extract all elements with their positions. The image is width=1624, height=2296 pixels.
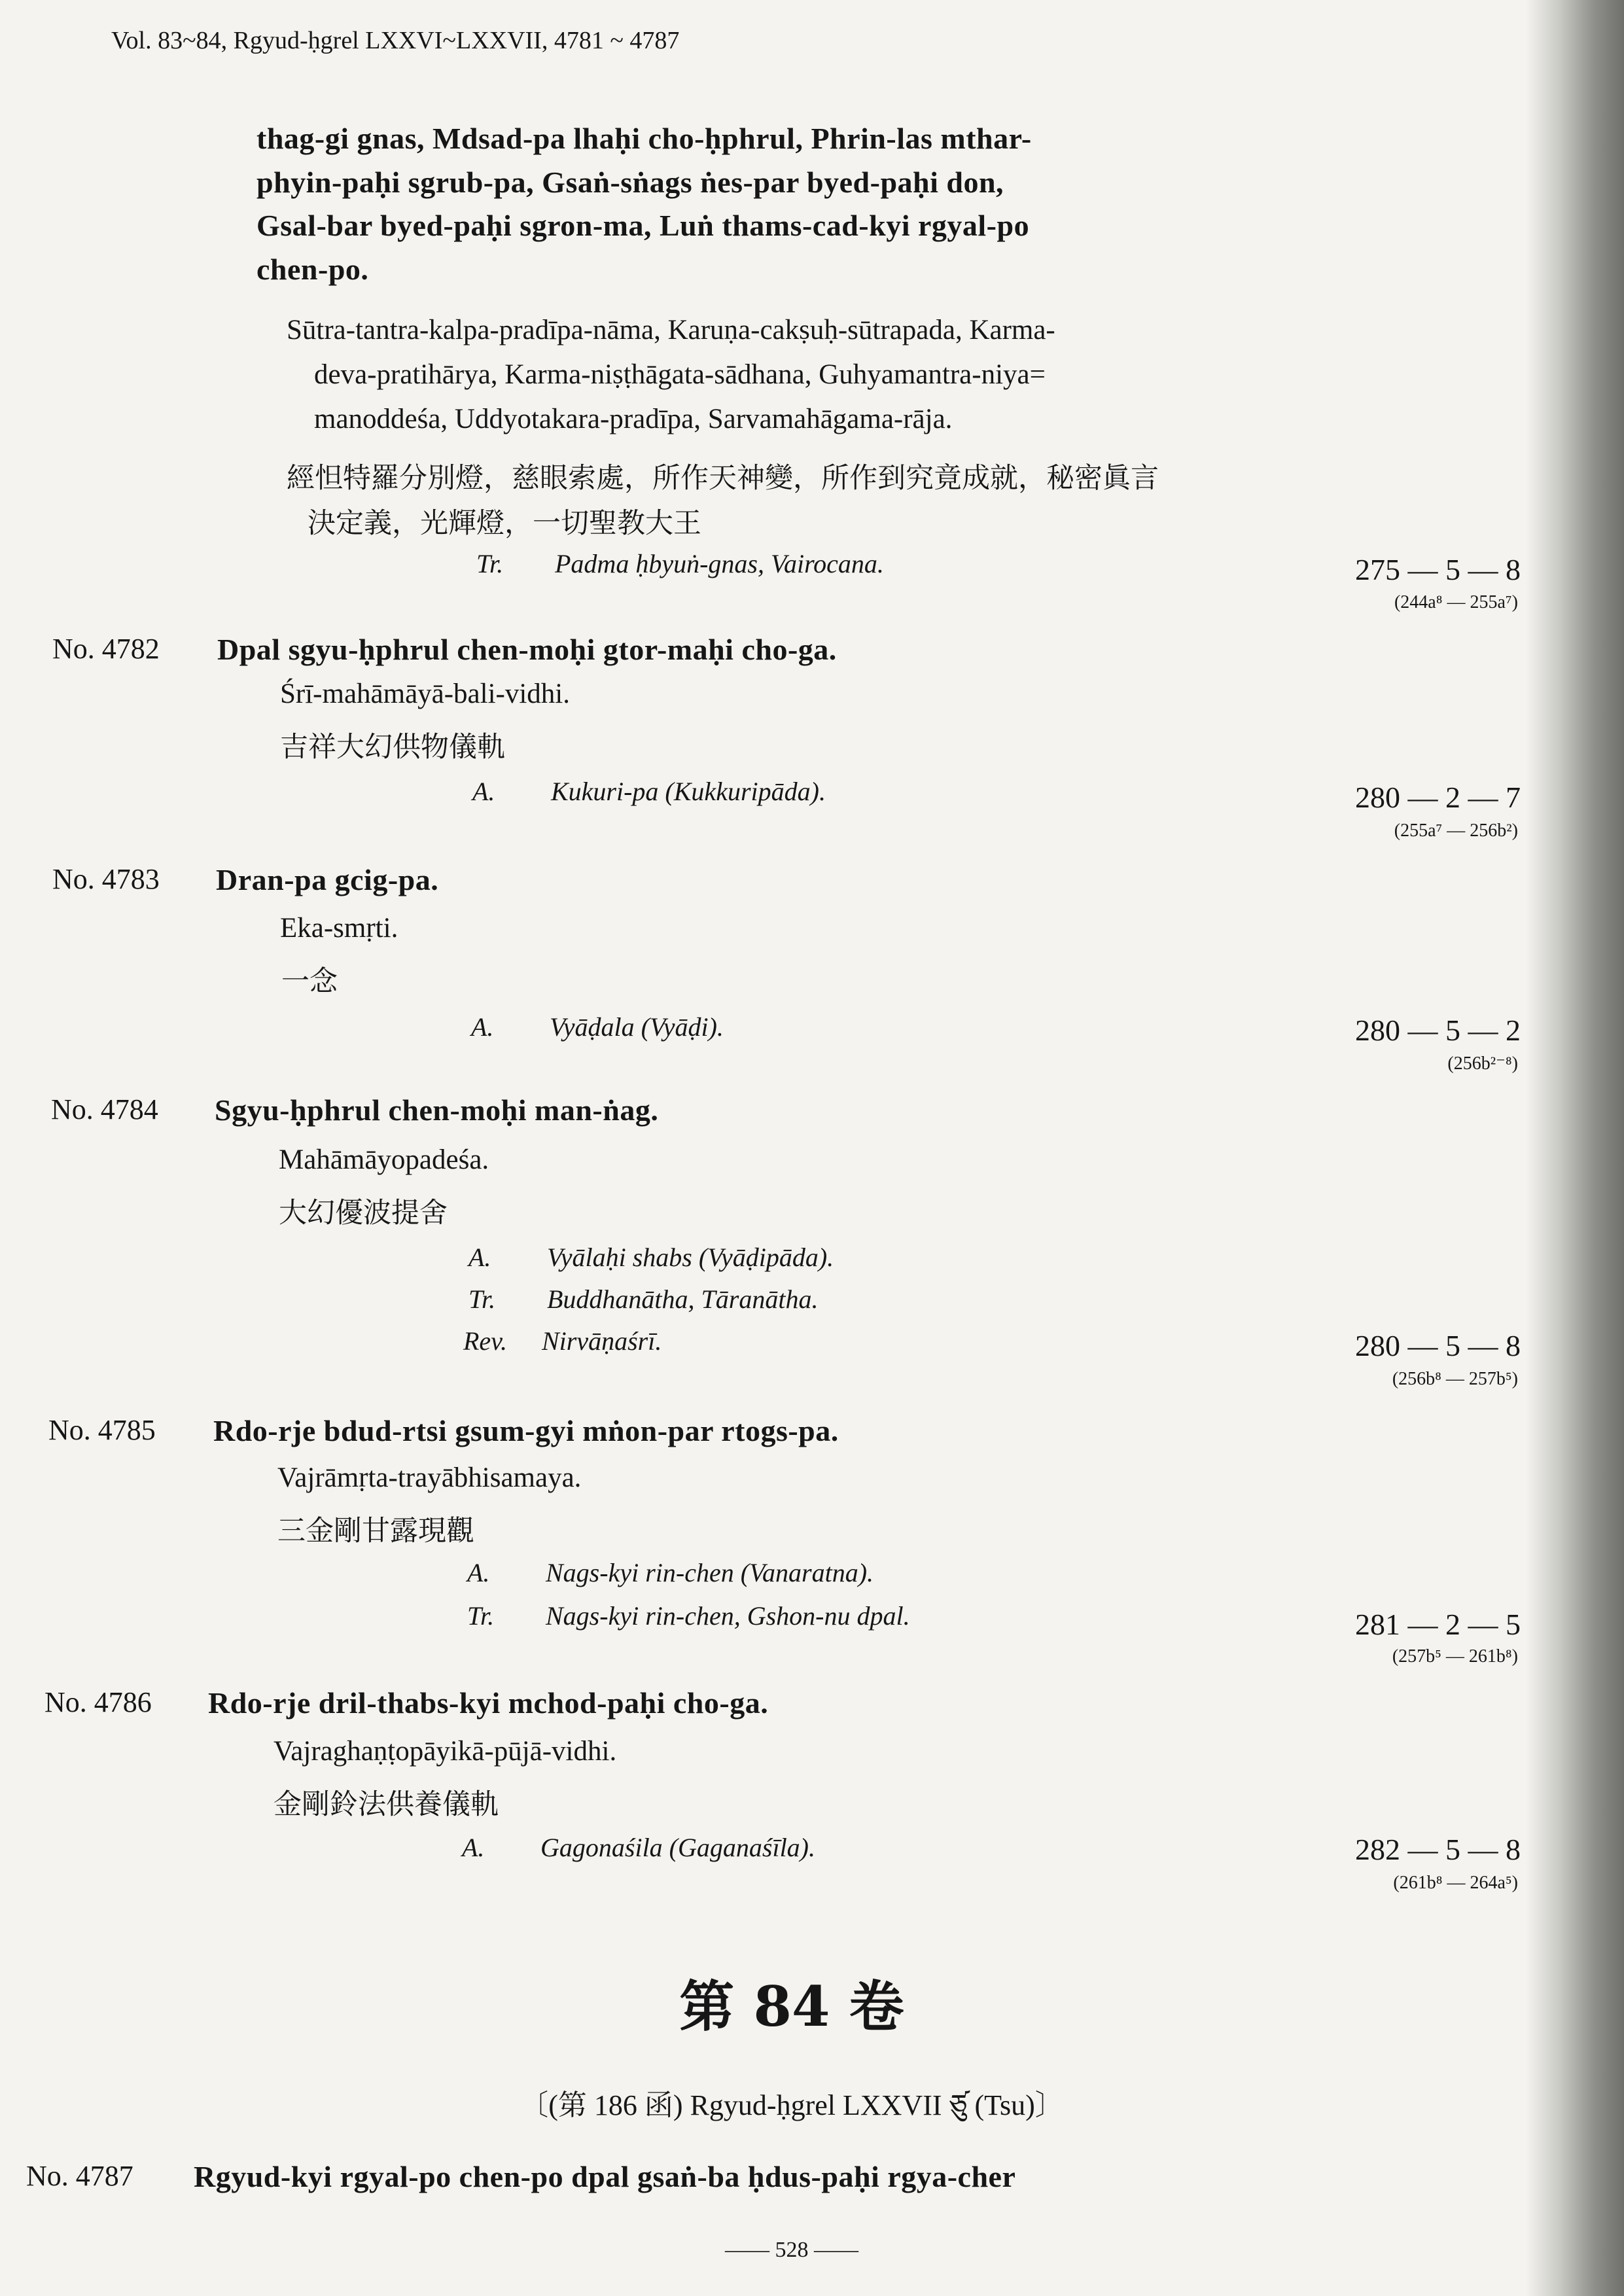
sanskrit-title-line: manoddeśa, Uddyotakara-pradīpa, Sarvamahāgama-rāja.: [314, 404, 953, 434]
chinese-title: 一念: [281, 965, 338, 998]
chinese-title-line: 經怛特羅分別燈，慈眼索處，所作天神變，所作到究竟成就，秘密眞言: [287, 462, 1159, 495]
sanskrit-title: Śrī-mahāmāyā-bali-vidhi.: [280, 679, 570, 709]
entry-number: No. 4782: [52, 633, 160, 665]
chinese-title: 吉祥大幻供物儀軌: [280, 731, 505, 764]
scan-edge-shadow: [1526, 0, 1624, 2296]
sanskrit-title: Vajrāmṛta-trayābhisamaya.: [277, 1462, 582, 1493]
chinese-title-line: 決定義，光輝燈，一切聖教大王: [308, 507, 701, 540]
entry-number: No. 4783: [52, 863, 160, 895]
peking-ref: 275 — 5 — 8: [1355, 553, 1521, 586]
translator-line: Tr. Padma ḥbyuṅ-gnas, Vairocana.: [476, 549, 884, 578]
sanskrit-title-line: Sūtra-tantra-kalpa-pradīpa-nāma, Karuṇa-cakṣuḥ-sūtrapada, Karma-: [287, 315, 1055, 345]
translator-line: Tr. Buddhanātha, Tāranātha.: [468, 1284, 819, 1314]
peking-ref: 281 — 2 — 5: [1355, 1608, 1521, 1641]
author-line: A. Kukuri-pa (Kukkuripāda).: [472, 777, 826, 806]
page-number: —— 528 ——: [725, 2238, 858, 2262]
entry-title-line: chen-po.: [256, 253, 369, 286]
folio-range: (255a⁷ — 256b²): [1394, 821, 1518, 841]
entry-title-line: thag-gi gnas, Mdsad-pa lhaḥi cho-ḥphrul, Phrin-las mthar-: [256, 122, 1032, 155]
chinese-title: 大幻優波提舍: [279, 1197, 448, 1229]
peking-ref: 282 — 5 — 8: [1355, 1833, 1521, 1866]
entry-number: No. 4786: [44, 1686, 152, 1718]
entry-title-line: Gsal-bar byed-paḥi sgron-ma, Luṅ thams-cad-kyi rgyal-po: [256, 209, 1030, 242]
author-line: A. Vyālaḥi shabs (Vyāḍipāda).: [468, 1243, 834, 1272]
sanskrit-title: Vajraghaṇṭopāyikā-pūjā-vidhi.: [274, 1736, 617, 1767]
sanskrit-title-line: deva-pratihārya, Karma-niṣṭhāgata-sādhana, Guhyamantra-niya=: [314, 359, 1046, 390]
peking-ref: 280 — 5 — 8: [1355, 1329, 1521, 1362]
translator-line: Tr. Nags-kyi rin-chen, Gshon-nu dpal.: [467, 1601, 910, 1631]
entry-title: Dran-pa gcig-pa.: [216, 863, 439, 896]
entry-title: Rdo-rje bdud-rtsi gsum-gyi mṅon-par rtogs-pa.: [213, 1414, 839, 1447]
chinese-title: 三金剛甘露現觀: [277, 1515, 474, 1547]
sanskrit-title: Eka-smṛti.: [280, 913, 398, 944]
author-line: A. Gagonaśila (Gaganaśīla).: [462, 1833, 815, 1862]
author-line: A. Vyāḍala (Vyāḍi).: [471, 1012, 724, 1042]
folio-range: (261b⁸ — 264a⁵): [1393, 1873, 1518, 1893]
folio-range: (244a⁸ — 255a⁷): [1394, 592, 1518, 612]
entry-number: No. 4787: [26, 2160, 133, 2192]
entry-number: No. 4784: [51, 1093, 158, 1125]
reviser-line: Rev. Nirvāṇaśrī.: [463, 1326, 662, 1356]
running-header: Vol. 83~84, Rgyud-ḥgrel LXXVI~LXXVII, 4781 ~ 4787: [111, 27, 680, 54]
peking-ref: 280 — 2 — 7: [1355, 781, 1521, 814]
sanskrit-title: Mahāmāyopadeśa.: [279, 1144, 489, 1175]
entry-title-line: phyin-paḥi sgrub-pa, Gsaṅ-sṅags ṅes-par byed-paḥi don,: [256, 166, 1004, 199]
entry-title: Rdo-rje dril-thabs-kyi mchod-paḥi cho-ga.: [208, 1686, 769, 1720]
entry-title: Sgyu-ḥphrul chen-moḥi man-ṅag.: [215, 1093, 659, 1127]
chinese-title: 金剛鈴法供養儀軌: [274, 1788, 499, 1821]
peking-ref: 280 — 5 — 2: [1355, 1014, 1521, 1047]
volume-subheading: 〔(第 186 函) Rgyud-ḥgrel LXXVII ཙུ (Tsu)〕: [520, 2089, 1064, 2121]
entry-title: Dpal sgyu-ḥphrul chen-moḥi gtor-maḥi cho-ga.: [217, 633, 837, 666]
folio-range: (257b⁵ — 261b⁸): [1392, 1646, 1518, 1667]
folio-range: (256b²⁻⁸): [1447, 1053, 1518, 1074]
entry-title: Rgyud-kyi rgyal-po chen-po dpal gsaṅ-ba ḥdus-paḥi rgya-cher: [194, 2160, 1016, 2193]
folio-range: (256b⁸ — 257b⁵): [1392, 1369, 1518, 1389]
author-line: A. Nags-kyi rin-chen (Vanaratna).: [467, 1558, 874, 1587]
entry-number: No. 4785: [48, 1414, 156, 1446]
volume-heading: 第 84 卷: [679, 1974, 904, 2039]
